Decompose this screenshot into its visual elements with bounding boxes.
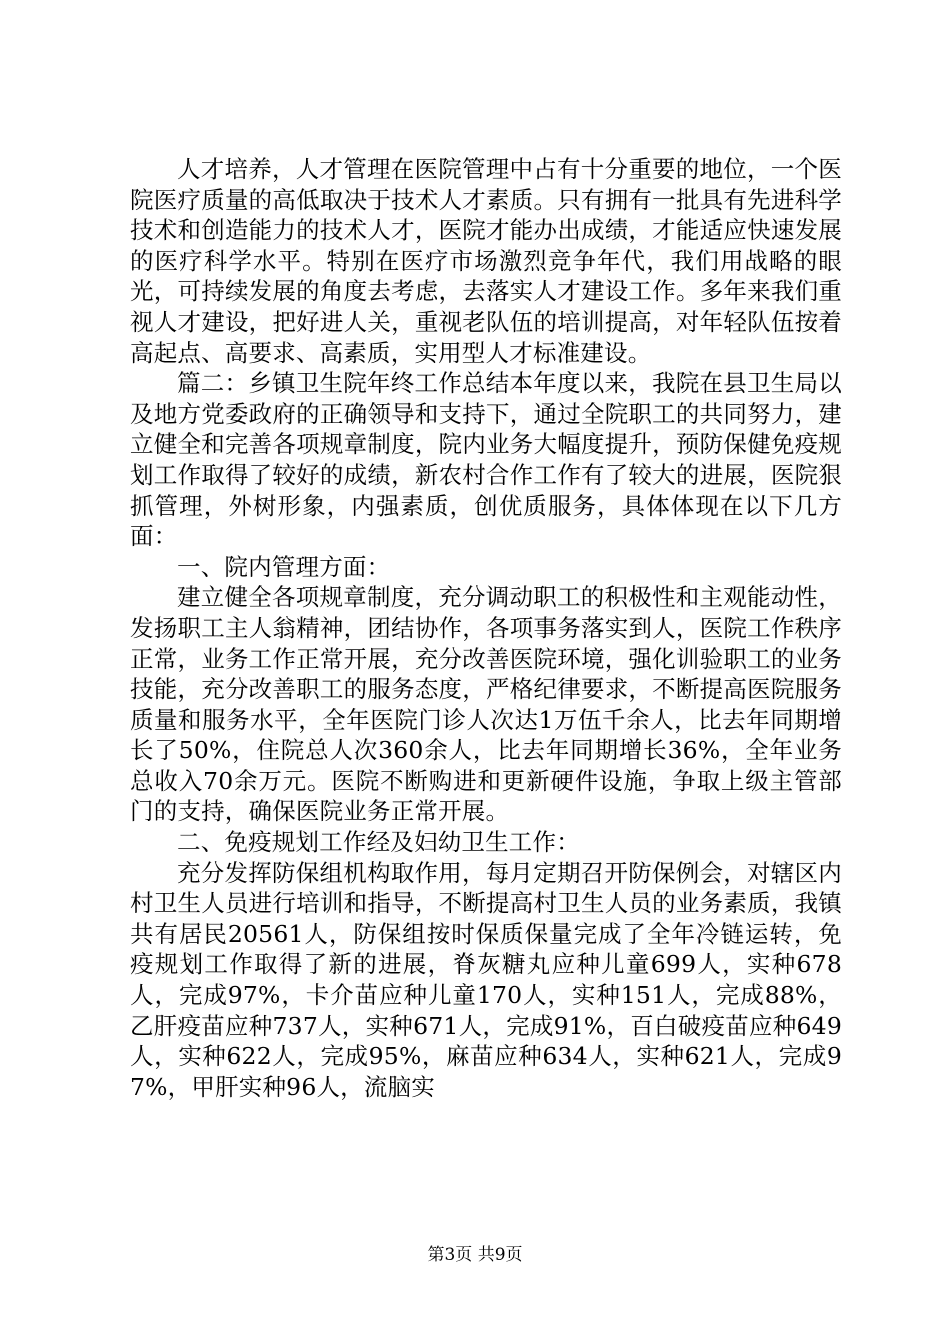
paragraph-immunization: 充分发挥防保组机构取作用，每月定期召开防保例会，对辖区内村卫生人员进行培训和指导，不断提高村卫生人员的业务素质，我镇共有居民20561人，防保组按时保质保量完成了全年冷链运转，免疫规划工作取得了新的进展，脊灰糖丸应种儿童699人，实种678人，完成97%，卡介苗应种儿童170人，实种151人，完成88%，乙肝疫苗应种737人，实种671人，完成91%，百白破疫苗应种649人，实种622人，完成95%，麻苗应种634人，实种621人，完成97%，甲肝实种96人，流脑实: [130, 858, 842, 1101]
paragraph-talent-training: 人才培养，人才管理在医院管理中占有十分重要的地位，一个医院医疗质量的高低取决于技术人才素质。只有拥有一批具有先进科学技术和创造能力的技术人才，医院才能办出成绩，才能适应快速发展的医疗科学水平。特别在医疗市场激烈竞争年代，我们用战略的眼光，可持续发展的角度去考虑，去落实人才建设工作。多年来我们重视人才建设，把好进人关，重视老队伍的培训提高，对年轻队伍按着高起点、高要求、高素质，实用型人才标准建设。: [130, 155, 842, 367]
page-number-footer: 第3页 共9页: [427, 1245, 523, 1265]
paragraph-internal-management: 建立健全各项规章制度，充分调动职工的积极性和主观能动性，发扬职工主人翁精神，团结协作，各项事务落实到人，医院工作秩序正常，业务工作正常开展，充分改善医院环境，强化训验职工的业务技能，充分改善职工的服务态度，严格纪律要求，不断提高医院服务质量和服务水平，全年医院门诊人次达1万伍千余人，比去年同期增长了50%，住院总人次360余人，比去年同期增长36%，全年业务总收入70余万元。医院不断购进和更新硬件设施，争取上级主管部门的支持，确保医院业务正常开展。: [130, 583, 842, 826]
document-body: [130, 154, 842, 1102]
section-heading-internal-management: 一、院内管理方面：: [177, 552, 391, 581]
section-heading-immunization: 二、免疫规划工作经及妇幼卫生工作：: [177, 828, 580, 857]
paragraph-part-two-intro: 篇二：乡镇卫生院年终工作总结本年度以来，我院在县卫生局以及地方党委政府的正确领导和支持下，通过全院职工的共同努力，建立健全和完善各项规章制度，院内业务大幅度提升，预防保健免疫规划工作取得了较好的成绩，新农村合作工作有了较大的进展，医院狠抓管理，外树形象，内强素质，创优质服务，具体体现在以下几方面：: [130, 369, 842, 551]
